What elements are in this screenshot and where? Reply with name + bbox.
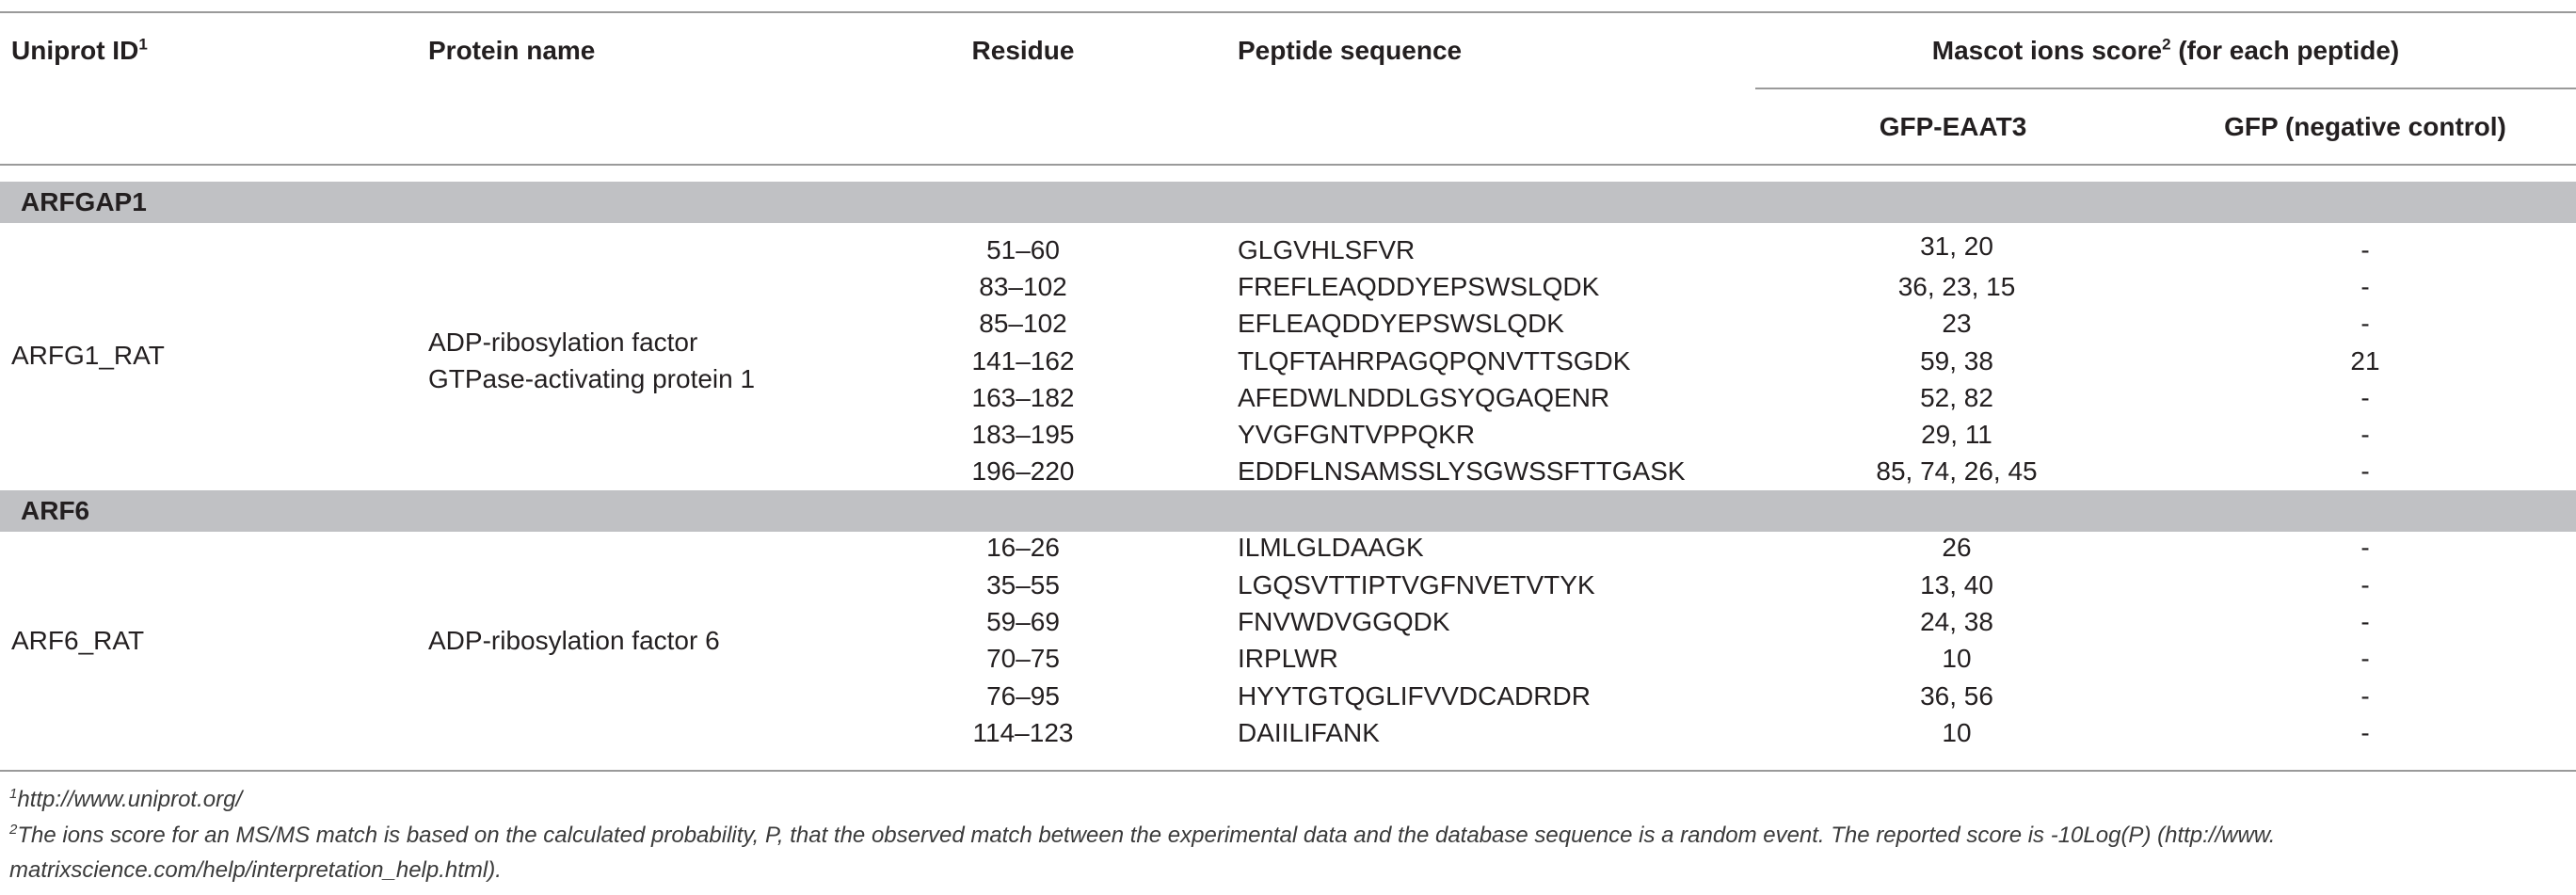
negative-control-score-cell: - [2360,383,2370,412]
residue-cell: 35–55 [986,570,1060,599]
eaat3-score-cell: 31, 20 [1920,232,1993,261]
eaat3-score-cell: 29, 11 [1921,420,1992,449]
column-header-mascot-score [1931,35,2400,65]
negative-control-score-cell: - [2360,309,2370,338]
negative-control-score-cell: 21 [2350,346,2380,376]
eaat3-score-cell: 24, 38 [1920,607,1993,636]
negative-control-score-cell: - [2360,681,2370,711]
column-header-uniprot-id [11,35,148,65]
negative-control-score-cell: - [2360,420,2370,449]
residue-cell: 51–60 [986,235,1060,264]
negative-control-score-cell: - [2360,456,2370,486]
table-top-rule [0,11,2576,13]
group-label: ARF6 [21,496,90,525]
uniprot-id-label: Uniprot ID [11,36,139,65]
residue-cell: 16–26 [986,533,1060,562]
footnote-1-text: http://www.uniprot.org/ [17,787,243,812]
negative-control-score-cell: - [2360,644,2370,673]
footnote-2-text: The ions score for an MS/MS match is based on the calculated probability, P, that the observed match between the experimental data and the database sequence is a random event. The reported score is -10Log(P) (http://www. [17,823,2276,848]
negative-control-score-cell: - [2360,272,2370,301]
eaat3-score-cell: 10 [1942,644,1972,673]
mascot-label-suffix: (for each peptide) [2170,36,2400,65]
residue-cell: 85–102 [979,309,1067,338]
uniprot-id-cell: ARF6_RAT [11,626,145,655]
peptide-cell: TLQFTAHRPAGQPQNVTTSGDK [1238,346,1631,376]
residue-cell: 183–195 [971,420,1075,449]
uniprot-id-cell: ARFG1_RAT [11,341,165,370]
eaat3-score-cell: 59, 38 [1920,346,1993,376]
residue-cell: 83–102 [979,272,1067,301]
residue-cell: 59–69 [986,607,1060,636]
eaat3-score-cell: 26 [1942,533,1972,562]
protein-name-line-2: GTPase-activating protein 1 [428,364,756,393]
column-header-gfp-negative-control: GFP (negative control) [2224,112,2506,141]
peptide-cell: DAIILIFANK [1238,718,1380,747]
protein-name-line-1: ADP-ribosylation factor [428,328,698,357]
header-bottom-rule [0,164,2576,166]
column-header-protein-name: Protein name [428,36,596,65]
table-bottom-rule [0,770,2576,772]
eaat3-score-cell: 36, 23, 15 [1897,272,2016,301]
negative-control-score-cell: - [2360,235,2370,264]
group-band-arfgap1 [0,182,2576,223]
column-header-gfp-eaat3: GFP-EAAT3 [1879,112,2027,141]
residue-cell: 76–95 [986,681,1060,711]
residue-cell: 163–182 [971,383,1075,412]
mascot-label: Mascot ions score [1931,36,2163,65]
footnote-2-line-2: matrixscience.com/help/interpretation_help.html). [9,857,502,883]
eaat3-score-cell: 10 [1942,718,1972,747]
peptide-cell: HYYTGTQGLIFVVDCADRDR [1238,681,1591,711]
negative-control-score-cell: - [2360,718,2370,747]
eaat3-score-cell: 85, 74, 26, 45 [1876,456,2038,486]
uniprot-id-footnote-mark: 1 [138,35,148,54]
mascot-footnote-mark: 2 [2162,35,2171,54]
group-label: ARFGAP1 [21,187,147,216]
peptide-cell: EDDFLNSAMSSLYSGWSSFTTGASK [1238,456,1686,486]
residue-cell: 196–220 [971,456,1075,486]
eaat3-score-cell: 23 [1942,309,1972,338]
negative-control-score-cell: - [2360,533,2370,562]
eaat3-score-cell: 13, 40 [1920,570,1993,599]
peptide-cell: ILMLGLDAAGK [1238,533,1424,562]
mascot-underline-rule [1755,88,2576,89]
residue-cell: 70–75 [986,644,1060,673]
peptide-cell: LGQSVTTIPTVGFNVETVTYK [1238,570,1595,599]
footnote-1 [9,786,243,812]
peptide-cell: EFLEAQDDYEPSWSLQDK [1238,309,1564,338]
eaat3-score-cell: 36, 56 [1920,681,1993,711]
group-band-arf6 [0,490,2576,532]
residue-cell: 141–162 [971,346,1075,376]
peptide-cell: GLGVHLSFVR [1238,235,1416,264]
peptide-cell: YVGFGNTVPPQKR [1238,420,1476,449]
footnote-1-mark: 1 [9,786,18,802]
peptide-cell: IRPLWR [1238,644,1338,673]
column-header-residue: Residue [971,36,1075,65]
peptide-cell: AFEDWLNDDLGSYQGAQENR [1238,383,1610,412]
negative-control-score-cell: - [2360,570,2370,599]
eaat3-score-cell: 52, 82 [1920,383,1993,412]
footnote-2-line-1 [9,824,2275,847]
peptide-cell: FNVWDVGGQDK [1238,607,1450,636]
protein-name-line-1: ADP-ribosylation factor 6 [428,626,720,655]
residue-cell: 114–123 [972,718,1074,747]
column-header-peptide-sequence: Peptide sequence [1238,36,1463,65]
negative-control-score-cell: - [2360,607,2370,636]
footnote-2-mark: 2 [9,822,18,838]
peptide-cell: FREFLEAQDDYEPSWSLQDK [1238,272,1600,301]
